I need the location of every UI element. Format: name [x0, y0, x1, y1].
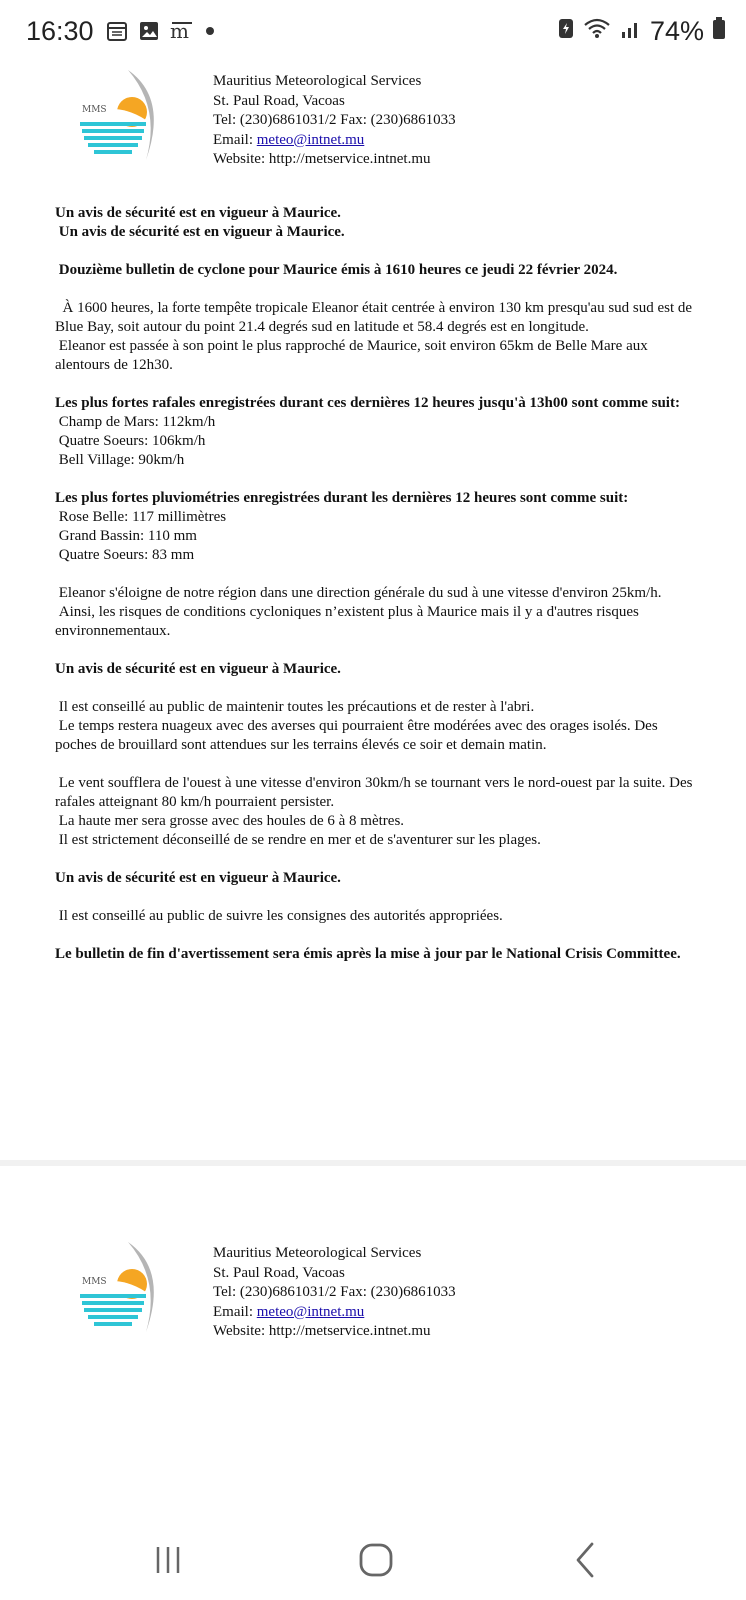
org-email: Email: meteo@intnet.mu [213, 131, 365, 148]
logo-text: MMS [82, 105, 107, 115]
battery-saver-icon [558, 16, 574, 47]
paragraph-sea: La haute mer sera grosse avec des houles de 6 à 8 mètres. [55, 813, 405, 829]
paragraph-position: À 1600 heures, la forte tempête tropicale Eleanor était centrée à environ 130 km presqu'au sud sud est de Blue Bay, soit autour du point 21.4 degrés sud en latitude et 58.4 degrés est en longitude. [55, 300, 696, 335]
back-button[interactable] [564, 1538, 608, 1582]
org-phone: Tel: (230)6861031/2 Fax: (230)6861033 [213, 112, 456, 128]
org-name: Mauritius Meteorological Services [213, 73, 422, 89]
gust-item: Bell Village: 90km/h [55, 452, 185, 468]
mms-logo-icon [76, 1240, 166, 1340]
org-email: Email: meteo@intnet.mu [213, 1303, 365, 1320]
letterhead-page-2 [0, 1240, 746, 1360]
rainfall-item: Rose Belle: 117 millimètres [55, 509, 227, 525]
alert-heading: Un avis de sécurité est en vigueur à Maurice. [55, 661, 341, 677]
status-bar [0, 0, 746, 68]
email-link[interactable]: meteo@intnet.mu [256, 1303, 365, 1320]
gallery-icon [138, 20, 160, 42]
svg-text:m: m [170, 20, 189, 42]
paragraph-closest-approach: Eleanor est passée à son point le plus rapproché de Maurice, soit environ 65km de Belle Mare aux alentours de 12h30. [55, 338, 652, 373]
page-divider [0, 1160, 746, 1166]
logo-text: MMS [82, 1277, 107, 1287]
gust-item: Quatre Soeurs: 106km/h [55, 433, 206, 449]
alert-heading: Un avis de sécurité est en vigueur à Maurice. [55, 224, 345, 240]
paragraph-risks: Ainsi, les risques de conditions cycloniques n’existent plus à Maurice mais il y a d'autres risques environnementaux. [55, 604, 643, 639]
paragraph-advice: Il est conseillé au public de maintenir toutes les précautions et de rester à l'abri. [55, 699, 535, 715]
gust-item: Champ de Mars: 112km/h [55, 414, 216, 430]
alert-heading: Un avis de sécurité est en vigueur à Maurice. [55, 205, 341, 221]
wifi-icon [582, 16, 612, 47]
alert-heading: Un avis de sécurité est en vigueur à Maurice. [55, 870, 341, 886]
battery-icon [712, 16, 726, 47]
rainfall-item: Quatre Soeurs: 83 mm [55, 547, 195, 563]
newspaper-icon [170, 20, 192, 42]
home-button[interactable] [355, 1538, 399, 1582]
paragraph-weather: Le temps restera nuageux avec des averses qui pourraient être modérées avec des orages isolés. Des poches de brouillard sont attendues sur les terrains élevés ce soir et demain matin. [55, 718, 662, 753]
notification-dot-icon [206, 27, 214, 35]
org-website: Website: http://metservice.intnet.mu [213, 151, 431, 167]
battery-level: 74% [649, 16, 704, 46]
signal-icon [620, 16, 642, 47]
email-link[interactable]: meteo@intnet.mu [256, 131, 365, 148]
calendar-icon [106, 20, 128, 42]
paragraph-beach: Il est strictement déconseillé de se rendre en mer et de s'aventurer sur les plages. [55, 832, 541, 848]
mms-logo-icon [76, 68, 166, 168]
org-phone: Tel: (230)6861031/2 Fax: (230)6861033 [213, 1284, 456, 1300]
org-address: St. Paul Road, Vacoas [213, 92, 345, 109]
rainfall-heading: Les plus fortes pluviométries enregistrées durant les dernières 12 heures sont comme suit: [55, 490, 629, 506]
paragraph-moving-away: Eleanor s'éloigne de notre région dans une direction générale du sud à une vitesse d'environ 25km/h. [55, 585, 662, 601]
recent-apps-button[interactable] [146, 1538, 190, 1582]
org-name: Mauritius Meteorological Services [213, 1245, 422, 1261]
org-address: St. Paul Road, Vacoas [213, 1264, 345, 1281]
navigation-bar [0, 1520, 746, 1600]
paragraph-wind: Le vent soufflera de l'ouest à une vitesse d'environ 30km/h se tournant vers le nord-ouest par la suite. Des rafales atteignant 80 km/h pourraient persister. [55, 775, 697, 810]
bulletin-body [55, 204, 695, 964]
rainfall-item: Grand Bassin: 110 mm [55, 528, 197, 544]
final-notice: Le bulletin de fin d'avertissement sera émis après la mise à jour par le National Crisis Committee. [55, 946, 681, 962]
clock: 16:30 [26, 16, 94, 46]
gusts-heading: Les plus fortes rafales enregistrées durant ces dernières 12 heures jusqu'à 13h00 sont comme suit: [55, 395, 680, 411]
bulletin-title: Douzième bulletin de cyclone pour Maurice émis à 1610 heures ce jeudi 22 février 2024. [55, 262, 618, 278]
paragraph-authorities: Il est conseillé au public de suivre les consignes des autorités appropriées. [55, 908, 503, 924]
letterhead [0, 68, 746, 188]
org-website: Website: http://metservice.intnet.mu [213, 1323, 431, 1339]
